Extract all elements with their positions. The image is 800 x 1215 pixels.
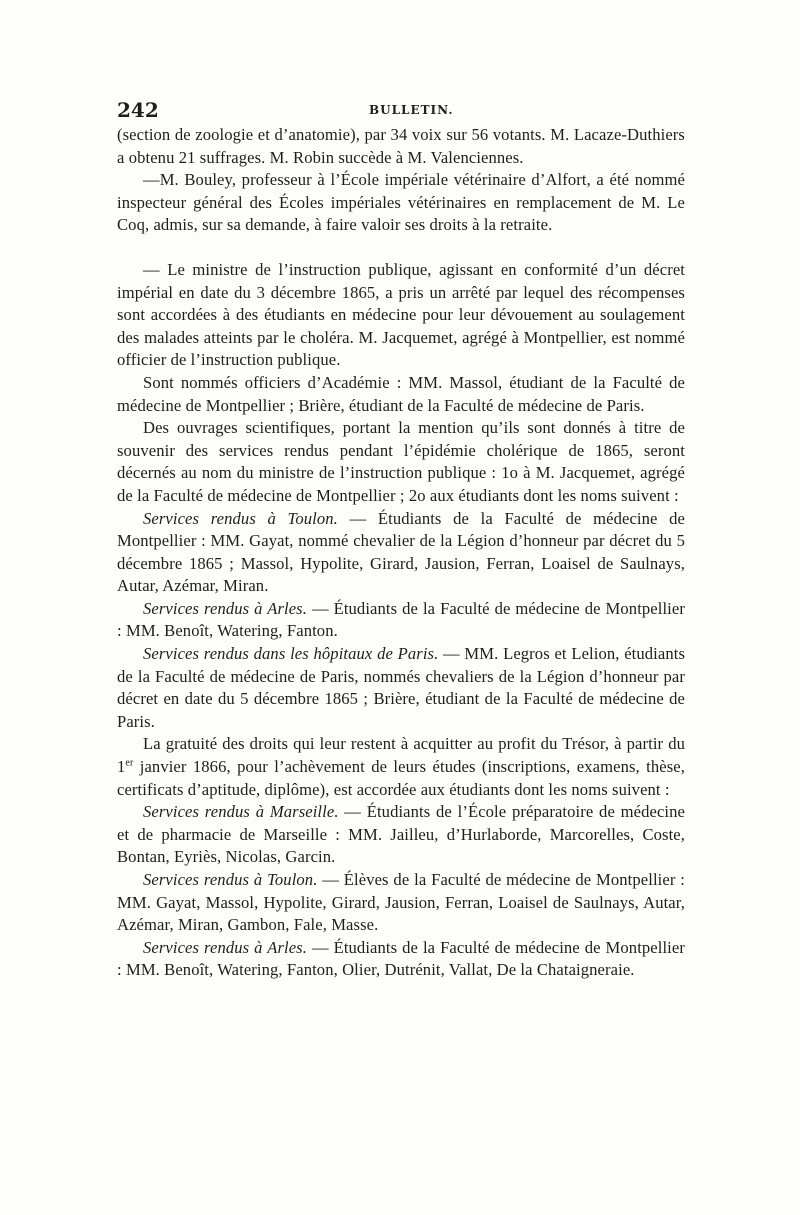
- paragraph-election: (section de zoologie et d’anatomie), par 34 voix sur 56 votants. M. Lacaze-Duthiers a obtenu 21 suffrages. M. Robin succède à M. Valenciennes.: [117, 125, 685, 167]
- paragraph-arles-2: Services rendus à Arles. — Étudiants de la Faculté de médecine de Montpellier : MM. Benoît, Watering, Fanton, Olier, Dutrénit, Vallat, De la Chataigneraie.: [117, 937, 685, 980]
- paragraph-ministre: — Le ministre de l’instruction publique, agissant en conformité d’un décret impérial en date du 3 décembre 1865, a pris un arrêté par lequel des récompenses sont accordées à des étudiants en médecine pour leur dévouement au soulagement des malades atteints par le choléra. M. Jacquemet, agrégé à Montpellier, est nommé officier de l’instruction publique.: [117, 259, 685, 370]
- book-page: [117, 98, 685, 982]
- paragraph-bouley: —M. Bouley, professeur à l’École impériale vétérinaire d’Alfort, a été nommé inspecteur général des Écoles impériales vétérinaires en remplacement de M. Le Coq, admis, sur sa demande, à faire valoir ses droits à la retraite.: [117, 170, 685, 235]
- paragraph-toulon-1: Services rendus à Toulon. — Étudiants de la Faculté de médecine de Montpellier : MM. Gayat, nommé chevalier de la Légion d’honneur par décret du 5 décembre 1865 ; Massol, Hypolite, Girard, Jausion, Ferran, Loaisel de Saulnays, Autar, Azémar, Miran.: [117, 508, 686, 596]
- paragraph-marseille: Services rendus à Marseille. — Étudiants de l’École préparatoire de médecine et de pharmacie de Marseille : MM. Jailleu, d’Hurlaborde, Marcorelles, Coste, Bontan, Eyriès, Nicolas, Garcin.: [117, 802, 686, 867]
- paragraph-paris: Services rendus dans les hôpitaux de Paris. — MM. Legros et Lelion, étudiants de la Faculté de médecine de Paris, nommés chevaliers de la Légion d’honneur par décret en date du 5 décembre 1865 ; Brière, étudiant de la Faculté de médecine de Paris.: [117, 644, 685, 731]
- page-number: 242: [117, 98, 159, 122]
- paragraph-arles-1: Services rendus à Arles. — Étudiants de la Faculté de médecine de Montpellier : MM. Benoît, Watering, Fanton.: [117, 598, 685, 641]
- paragraph-gratuite: La gratuité des droits qui leur restent à acquitter au profit du Trésor, à partir du 1er janvier 1866, pour l’achèvement de leurs études (inscriptions, examens, thèse, certificats d’aptitude, diplôme), est accordée aux étudiants dont les noms suivent :: [117, 734, 685, 799]
- page-header: [117, 98, 685, 124]
- paragraph-ouvrages: Des ouvrages scientifiques, portant la mention qu’ils sont donnés à titre de souvenir des services rendus pendant l’épidémie cholérique de 1865, seront décernés au nom du ministre de l’instruction publique : 1o à M. Jacquemet, agrégé de la Faculté de médecine de Montpellier ; 2o aux étudiants dont les noms suivent :: [117, 418, 685, 505]
- paragraph-toulon-2: Services rendus à Toulon. — Élèves de la Faculté de médecine de Montpellier : MM. Gayat, Massol, Hypolite, Girard, Jausion, Ferran, Loaisel de Saulnays, Autar, Azémar, Miran, Gambon, Fale, Masse.: [117, 870, 685, 935]
- body-text: [117, 124, 685, 982]
- running-head: BULLETIN.: [369, 103, 454, 117]
- paragraph-officiers: Sont nommés officiers d’Académie : MM. Massol, étudiant de la Faculté de médecine de Montpellier ; Brière, étudiant de la Faculté de médecine de Paris.: [117, 372, 685, 415]
